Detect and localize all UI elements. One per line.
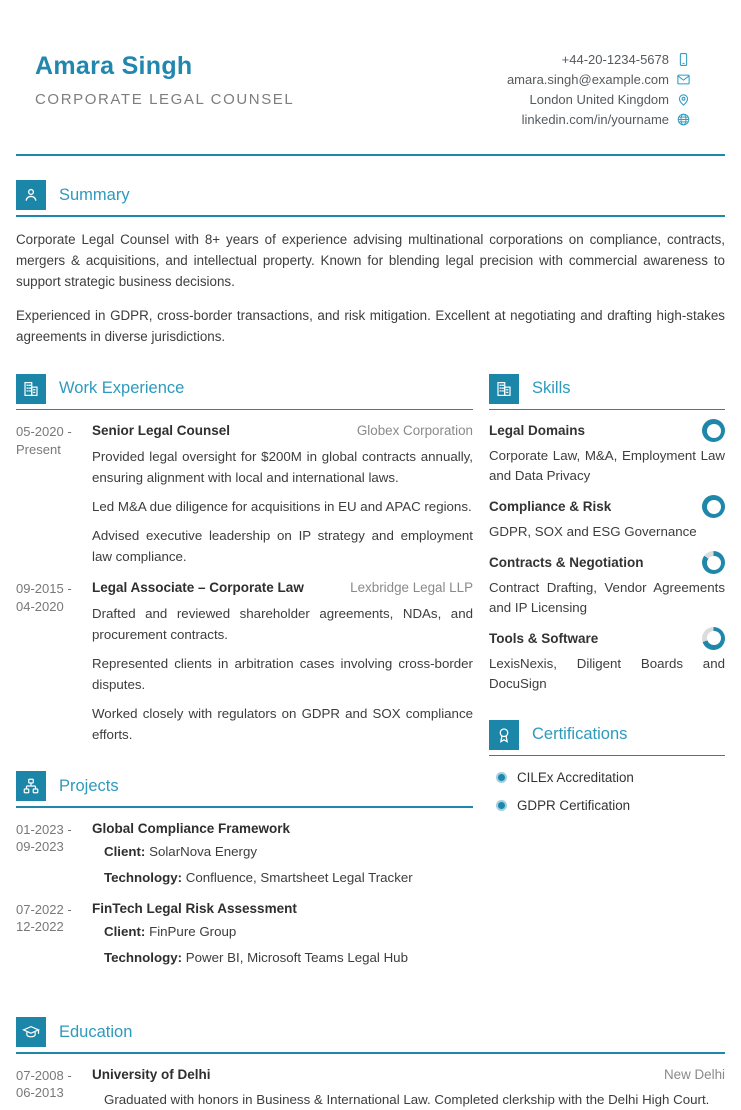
skills-header: [489, 374, 725, 404]
work-entry-body: [92, 423, 473, 567]
education-school: University of Delhi: [92, 1066, 211, 1082]
skill-level-ring: [702, 495, 725, 518]
contact-linkedin[interactable]: [507, 112, 691, 127]
work-experience-header: [16, 374, 473, 404]
contact-email[interactable]: [507, 72, 691, 87]
projects-header: [16, 771, 473, 801]
education-title: Education: [59, 1022, 133, 1041]
work-entry-company: Lexbridge Legal LLP: [350, 580, 473, 596]
two-column-layout: [16, 374, 725, 994]
skill-level-ring: [702, 419, 725, 442]
skill-item: [489, 419, 725, 442]
section-underline: [489, 755, 725, 757]
work-experience-title: Work Experience: [59, 379, 185, 398]
work-entry-company: Globex Corporation: [356, 423, 473, 439]
skill-item: [489, 495, 725, 518]
work-entry-bullet: Advised executive leadership on IP strategy and employment law compliance.: [92, 528, 473, 565]
project-client: Client: FinPure Group: [104, 923, 237, 939]
education-entry-top: [92, 1067, 725, 1082]
project-entry: [16, 901, 473, 968]
phone-icon: [676, 52, 691, 67]
left-column: [16, 374, 473, 994]
bullet-icon: [496, 800, 507, 811]
skill-detail: LexisNexis, Diligent Boards and DocuSign: [489, 655, 725, 691]
work-entry-title: Senior Legal Counsel: [92, 423, 231, 439]
work-entry-dates: 09-2015 - 04-2020: [16, 581, 72, 614]
email-icon: [676, 72, 691, 87]
project-entry-body: [92, 901, 473, 968]
right-column: [489, 374, 725, 994]
section-certifications: [489, 720, 725, 814]
section-underline: [16, 1052, 725, 1054]
summary-header: [16, 180, 725, 210]
section-work-experience: [16, 374, 473, 746]
header: [0, 0, 741, 127]
header-divider: [16, 154, 725, 156]
skills-title: Skills: [532, 379, 571, 398]
sitemap-icon: [16, 771, 46, 801]
skill-name: Legal Domains: [489, 423, 586, 439]
certification-item: [489, 798, 725, 813]
projects-title: Projects: [59, 776, 119, 795]
skill-name: Compliance & Risk: [489, 499, 612, 515]
section-underline: [16, 215, 725, 217]
certification-text: GDPR Certification: [517, 798, 631, 814]
work-entry-bullet: Led M&A due diligence for acquisitions in EU and APAC regions.: [92, 499, 472, 515]
skill-name: Tools & Software: [489, 630, 599, 646]
award-icon: [489, 720, 519, 750]
skill-detail: GDPR, SOX and ESG Governance: [489, 524, 697, 540]
building-icon: [489, 374, 519, 404]
work-entry-bullet: Represented clients in arbitration cases involving cross-border disputes.: [92, 656, 473, 693]
education-entry-body: [92, 1067, 725, 1110]
project-entry-title: FinTech Legal Risk Assessment: [92, 900, 297, 916]
section-projects: [16, 771, 473, 967]
contact-email-value: amara.singh@example.com: [506, 72, 669, 87]
education-description: Graduated with honors in Business & International Law. Completed clerkship with the Delhi High Court.: [104, 1091, 710, 1107]
project-entry-title: Global Compliance Framework: [92, 820, 291, 836]
work-entry-title: Legal Associate – Corporate Law: [92, 580, 304, 596]
globe-icon: [676, 112, 691, 127]
section-summary: [16, 180, 725, 348]
work-entry-dates: 05-2020 - Present: [16, 424, 72, 457]
location-icon: [676, 92, 691, 107]
skill-detail: Corporate Law, M&A, Employment Law and Data Privacy: [489, 448, 725, 484]
work-entry: [16, 423, 473, 567]
certification-item: [489, 770, 725, 785]
project-technology: Technology: Confluence, Smartsheet Legal Tracker: [104, 869, 413, 885]
building-icon: [16, 374, 46, 404]
work-entry-body: [92, 580, 473, 745]
person-name: Amara Singh: [35, 52, 193, 80]
summary-title: Summary: [59, 185, 130, 204]
section-education: [16, 1017, 725, 1110]
certifications-list: [489, 770, 725, 813]
project-technology: Technology: Power BI, Microsoft Teams Legal Hub: [104, 949, 408, 965]
certifications-title: Certifications: [532, 725, 628, 744]
project-entry-body: [92, 821, 473, 888]
work-entry-bullet: Worked closely with regulators on GDPR and SOX compliance efforts.: [92, 706, 473, 743]
contact-location[interactable]: [507, 92, 691, 107]
section-underline: [489, 409, 725, 411]
identity-block: [35, 52, 294, 108]
user-icon: [16, 180, 46, 210]
skill-name: Contracts & Negotiation: [489, 555, 644, 570]
project-entry-dates: 01-2023 - 09-2023: [16, 821, 72, 855]
contact-phone-value: +44-20-1234-5678: [561, 52, 669, 67]
certification-text: CILEx Accreditation: [517, 770, 634, 786]
contact-phone[interactable]: [507, 52, 691, 67]
contact-linkedin-value: linkedin.com/in/yourname: [521, 112, 669, 127]
skill-item: [489, 551, 725, 574]
section-underline: [16, 409, 473, 411]
work-entry: [16, 580, 473, 745]
education-entry: [16, 1067, 725, 1110]
summary-paragraph: Corporate Legal Counsel with 8+ years of experience advising multinational corporations on compliance, contracts, mergers & acquisitions, and intellectual property. Known for blending legal precision with commercial awareness to support strategic business decisions.: [16, 231, 725, 290]
skills-list: [489, 419, 725, 694]
skill-detail: Contract Drafting, Vendor Agreements and IP Licensing: [489, 580, 725, 615]
summary-paragraph: Experienced in GDPR, cross-border transactions, and risk mitigation. Excellent at negotiating and drafting high-stakes agreements in diverse jurisdictions.: [16, 307, 725, 345]
education-location: New Delhi: [663, 1066, 725, 1082]
contact-location-value: London United Kingdom: [529, 92, 669, 107]
skill-level-ring: [702, 551, 725, 574]
project-entry: [16, 821, 473, 888]
certifications-header: [489, 720, 725, 750]
work-entry-bullet: Drafted and reviewed shareholder agreements, NDAs, and procurement contracts.: [92, 606, 473, 643]
section-underline: [16, 806, 473, 808]
work-entry-bullet: Provided legal oversight for $200M in global contracts annually, ensuring alignment with local and international laws.: [92, 449, 473, 486]
skill-level-ring: [702, 627, 725, 650]
education-entry-dates: 07-2008 - 06-2013: [16, 1067, 72, 1101]
job-title: CORPORATE LEGAL COUNSEL: [35, 91, 295, 108]
skill-item: [489, 627, 725, 650]
work-entry-top: [92, 580, 473, 595]
project-client: Client: SolarNova Energy: [104, 843, 257, 859]
work-entry-top: [92, 423, 473, 438]
bullet-icon: [496, 772, 507, 783]
section-skills: [489, 374, 725, 694]
project-entry-dates: 07-2022 - 12-2022: [16, 901, 72, 935]
contact-block: [507, 52, 691, 127]
